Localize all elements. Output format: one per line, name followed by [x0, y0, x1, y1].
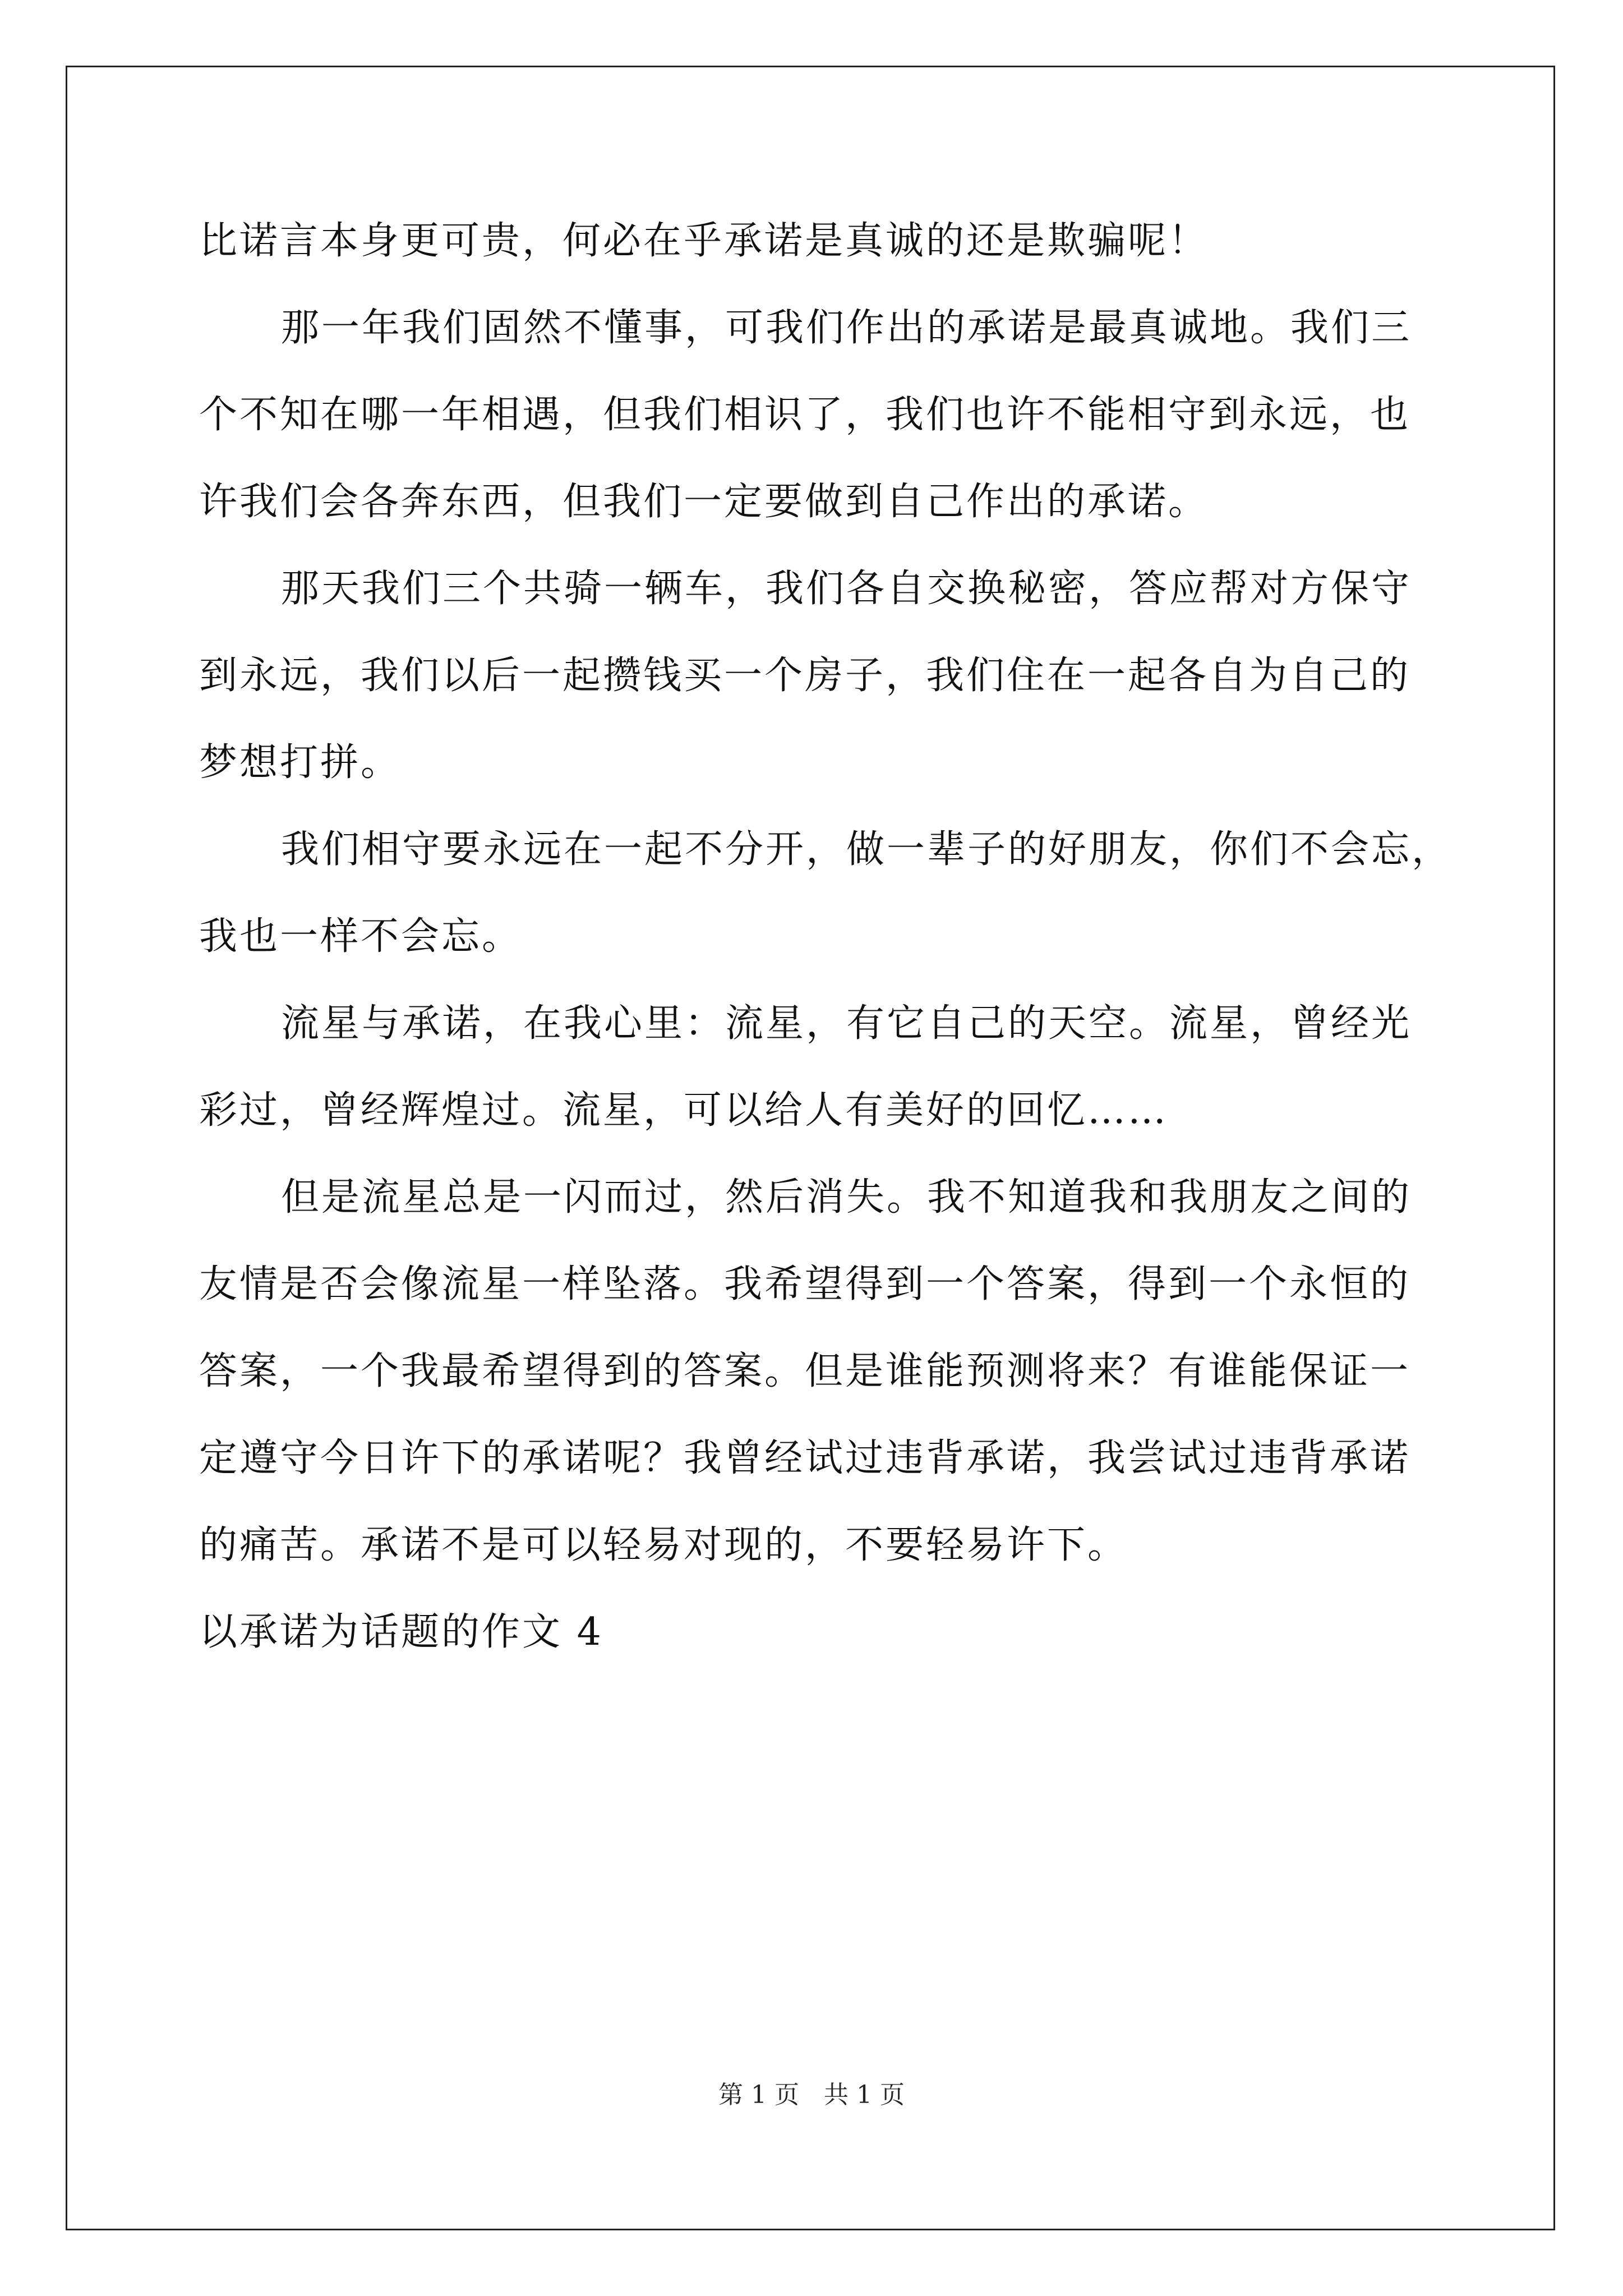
text-line: 的痛苦。承诺不是可以轻易对现的，不要轻易许下。: [199, 1523, 1128, 1567]
text-line: 比诺言本身更可贵，何必在乎承诺是真诚的还是欺骗呢！: [199, 219, 1209, 263]
text-line: 定遵守今日许下的承诺呢？我曾经试过违背承诺，我尝试过违背承诺: [199, 1436, 1411, 1480]
text-line: 我也一样不会忘。: [199, 914, 523, 959]
text-line: 梦想打拼。: [199, 740, 402, 785]
paragraph-start-line: 那天我们三个共骑一辆车，我们各自交换秘密，答应帮对方保守: [281, 567, 1412, 611]
paragraph-start-line: 那一年我们固然不懂事，可我们作出的承诺是最真诚地。我们三: [281, 306, 1412, 350]
paragraph-start-line: 我们相守要永远在一起不分开，做一辈子的好朋友，你们不会忘，: [281, 827, 1453, 872]
section-heading: 以承诺为话题的作文 4: [199, 1610, 603, 1654]
page-total: 共 1 页: [824, 2081, 905, 2109]
paragraph-start-line: 但是流星总是一闪而过，然后消失。我不知道我和我朋友之间的: [281, 1175, 1412, 1220]
text-line: 友情是否会像流星一样坠落。我希望得到一个答案，得到一个永恒的: [199, 1262, 1411, 1306]
text-line: 许我们会各奔东西，但我们一定要做到自己作出的承诺。: [199, 480, 1209, 524]
paragraph-start-line: 流星与承诺，在我心里：流星，有它自己的天空。流星，曾经光: [281, 1001, 1412, 1046]
text-line: 到永远，我们以后一起攒钱买一个房子，我们住在一起各自为自己的: [199, 654, 1411, 698]
text-line: 答案，一个我最希望得到的答案。但是谁能预测将来？有谁能保证一: [199, 1349, 1411, 1393]
page-number: 第 1 页: [718, 2081, 799, 2109]
page-footer: [0, 2078, 1623, 2112]
text-line: 个不知在哪一年相遇，但我们相识了，我们也许不能相守到永远，也: [199, 393, 1411, 437]
text-line: 彩过，曾经辉煌过。流星，可以给人有美好的回忆……: [199, 1088, 1169, 1133]
